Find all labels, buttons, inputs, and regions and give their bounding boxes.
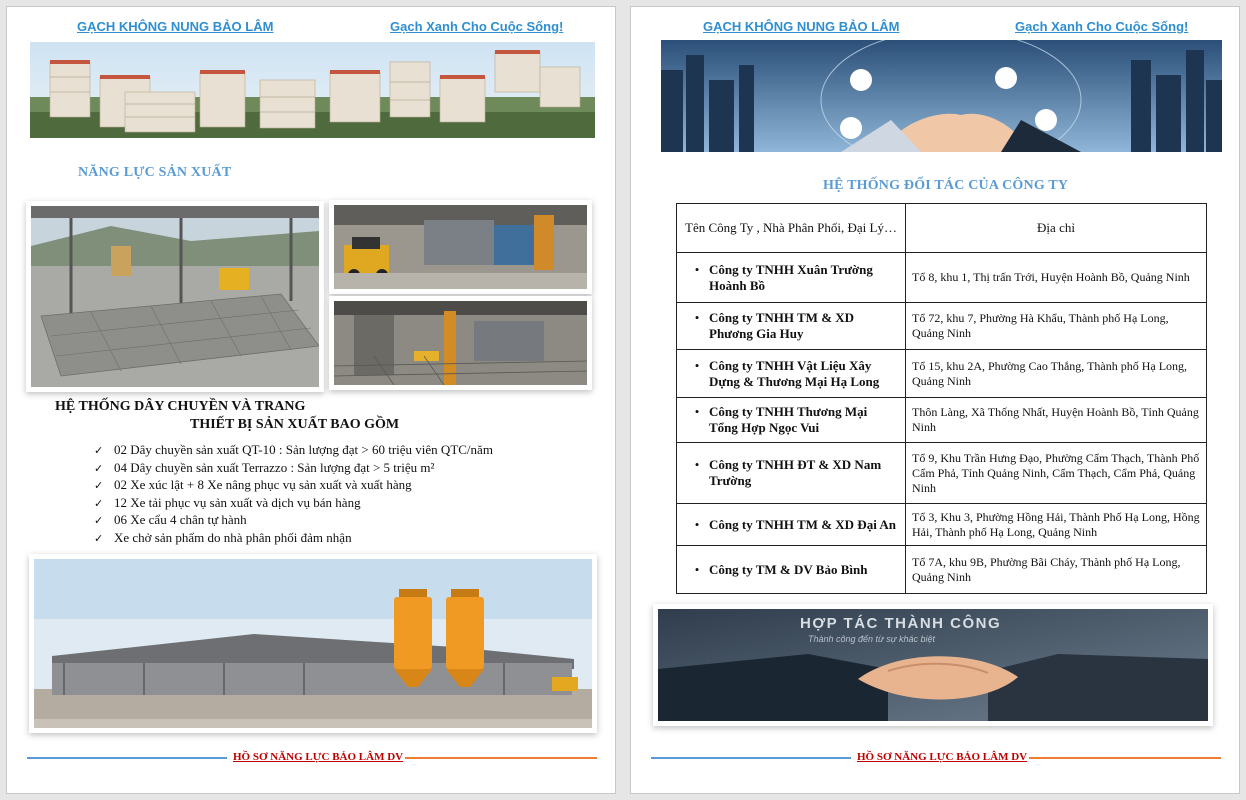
bullet-icon: • <box>694 561 700 577</box>
production-line-photo <box>334 301 587 385</box>
table-row <box>677 350 1207 398</box>
company-address: Tổ 72, khu 7, Phường Hà Khẩu, Thành phố Hạ Long, Quảng Ninh <box>906 303 1207 350</box>
footer-line-right <box>405 757 597 759</box>
company-address: Tổ 3, Khu 3, Phường Hồng Hải, Thành Phố Hạ Long, Hồng Hải, Thành phố Hạ Long, Quảng Ninh <box>906 504 1207 546</box>
bullet-icon: • <box>694 261 700 277</box>
list-title-line2: THIẾT BỊ SẢN XUẤT BAO GỒM <box>190 417 400 432</box>
list-item: ✓ 12 Xe tải phục vụ sản xuất và dịch vụ bán hàng <box>94 494 493 512</box>
column-header-company: Tên Công Ty , Nhà Phân Phối, Đại Lý… <box>677 204 906 253</box>
table-row <box>677 398 1207 443</box>
handshake-city-photo <box>661 40 1222 152</box>
table-row <box>677 253 1207 303</box>
partners-table <box>676 203 1207 594</box>
bullet-icon: • <box>694 516 700 532</box>
table-row <box>677 504 1207 546</box>
city-apartments-photo <box>30 42 595 138</box>
table-row <box>677 546 1207 594</box>
list-item: ✓ Xe chở sản phẩm do nhà phân phối đảm nhận <box>94 529 493 547</box>
table-header-row <box>677 204 1207 253</box>
company-name: Công ty TNHH Thương Mại Tổng Hợp Ngọc Vui <box>709 404 868 435</box>
equipment-list <box>94 441 493 546</box>
column-header-address: Địa chỉ <box>906 204 1207 253</box>
list-item: ✓ 06 Xe cẩu 4 chân tự hành <box>94 511 493 529</box>
checkmark-icon: ✓ <box>94 479 104 492</box>
list-title-line1: HỆ THỐNG DÂY CHUYỀN VÀ TRANG <box>55 399 306 414</box>
section-title-production: NĂNG LỰC SẢN XUẤT <box>78 165 232 180</box>
list-item: ✓ 04 Dây chuyền sản xuất Terrazzo : Sản lượng đạt > 5 triệu m² <box>94 459 493 477</box>
bullet-icon: • <box>694 310 700 325</box>
checkmark-icon: ✓ <box>94 496 104 510</box>
bullet-icon: • <box>694 404 700 419</box>
company-address: Tổ 8, khu 1, Thị trấn Trới, Huyện Hoành Bồ, Quảng Ninh <box>906 253 1207 303</box>
header-slogan: Gạch Xanh Cho Cuộc Sống! <box>390 19 564 34</box>
company-name: Công ty TNHH ĐT & XD Nam Trường <box>709 457 882 488</box>
list-item: ✓ 02 Xe xúc lật + 8 Xe nâng phục vụ sản xuất và xuất hàng <box>94 476 493 494</box>
checkmark-icon: ✓ <box>94 444 104 457</box>
footer-text: HỒ SƠ NĂNG LỰC BẢO LÂM DV <box>233 751 404 763</box>
bullet-icon: • <box>694 457 700 472</box>
cooperation-banner <box>658 609 1208 721</box>
table-row <box>677 303 1207 350</box>
company-name: Công ty TNHH Xuân Trường Hoành Bồ <box>709 261 873 293</box>
document-page-1 <box>6 6 616 794</box>
brick-yard-photo <box>31 206 319 387</box>
footer-line-right <box>1029 757 1221 759</box>
footer-text: HỒ SƠ NĂNG LỰC BẢO LÂM DV <box>857 751 1028 763</box>
company-name: Công ty TNHH TM & XD Phương Gia Huy <box>709 310 855 341</box>
list-item: ✓ 02 Dây chuyền sản xuất QT-10 : Sản lượng đạt > 60 triệu viên QTC/năm <box>94 441 493 459</box>
section-title-partners: HỆ THỐNG ĐỐI TÁC CỦA CÔNG TY <box>823 178 1069 193</box>
plant-silos-photo <box>34 559 592 728</box>
header-slogan: Gạch Xanh Cho Cuộc Sống! <box>1015 19 1189 34</box>
banner-subtitle: Thành công đến từ sự khác biệt <box>808 634 935 644</box>
company-address: Thôn Làng, Xã Thống Nhất, Huyện Hoành Bồ, Tỉnh Quảng Ninh <box>906 398 1207 443</box>
checkmark-icon: ✓ <box>94 461 104 475</box>
forklift-factory-photo <box>334 205 587 289</box>
checkmark-icon: ✓ <box>94 531 104 545</box>
footer-line-left <box>651 757 851 759</box>
footer-line-left <box>27 757 227 759</box>
company-name: Công ty TNHH Vật Liệu Xây Dựng & Thương Mại Hạ Long <box>709 357 880 389</box>
company-name: Công ty TNHH TM & XD Đại An <box>709 516 896 532</box>
company-address: Tổ 15, khu 2A, Phường Cao Thắng, Thành phố Hạ Long, Quảng Ninh <box>906 350 1207 398</box>
company-address: Tổ 9, Khu Trần Hưng Đạo, Phường Cẩm Thạch, Thành Phố Cẩm Phả, Tỉnh Quảng Ninh, Cẩm Thạch, Cẩm Phả, Quảng Ninh <box>906 443 1207 504</box>
header-company: GẠCH KHÔNG NUNG BẢO LÂM <box>77 19 274 34</box>
company-name: Công ty TM & DV Bảo Bình <box>709 561 868 577</box>
checkmark-icon: ✓ <box>94 514 104 527</box>
table-row <box>677 443 1207 504</box>
bullet-icon: • <box>694 357 700 373</box>
document-page-2 <box>630 6 1240 794</box>
company-address: Tổ 7A, khu 9B, Phường Bãi Cháy, Thành phố Hạ Long, Quảng Ninh <box>906 546 1207 594</box>
header-company: GẠCH KHÔNG NUNG BẢO LÂM <box>703 19 900 34</box>
banner-title: HỢP TÁC THÀNH CÔNG <box>800 615 1002 632</box>
